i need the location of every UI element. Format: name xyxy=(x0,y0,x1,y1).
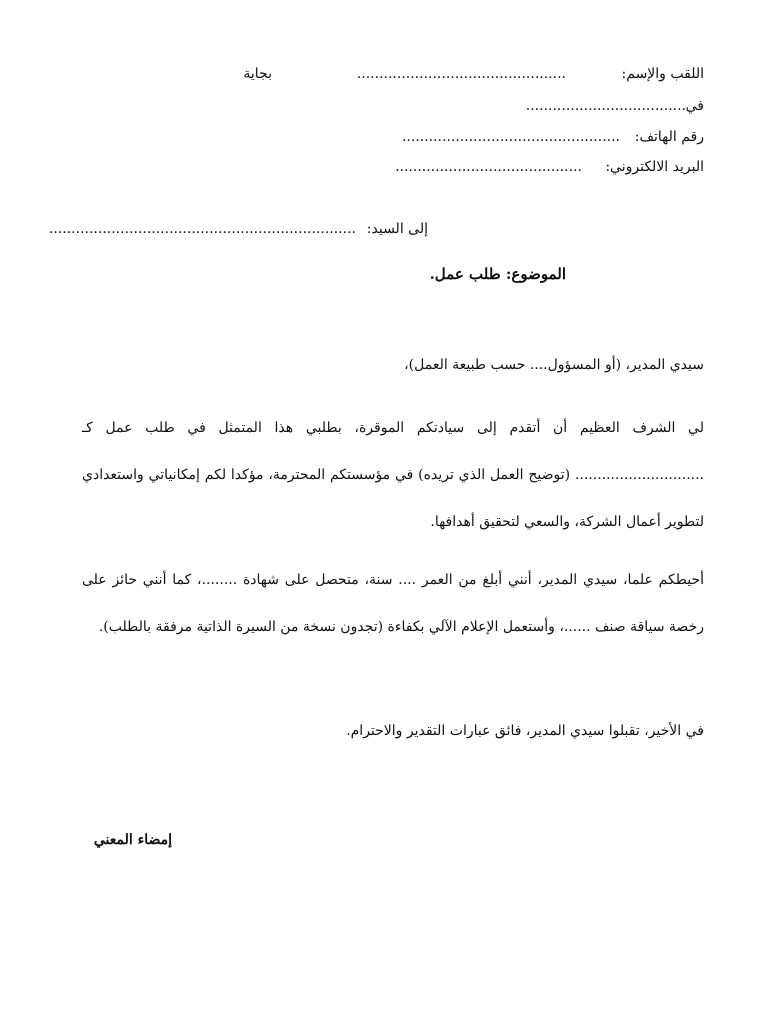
name-dots: ............................................... xyxy=(356,66,566,82)
email-dots: .......................................... xyxy=(395,159,582,175)
phone-label: رقم الهاتف: xyxy=(634,129,704,145)
signature-line: إمضاء المعني xyxy=(93,832,172,848)
salutation: سيدي المدير، (أو المسؤول.... حسب طبيعة العمل)، xyxy=(404,357,704,373)
closing-line: في الأخير، تقبلوا سيدي المدير، فائق عبارات التقدير والاحترام. xyxy=(346,723,704,739)
recipient-dots: ..................................................................... xyxy=(48,221,356,237)
in-dots: .................................... xyxy=(525,98,686,114)
body-paragraph-1: لي الشرف العظيم أن أتقدم إلى سيادتكم الموقرة، بطلبي هذا المتمثل في طلب عمل كـ ............................. (توضيح العمل الذي تريده) في مؤسستكم المحترمة، مؤكدا لكم إمكانياتي واستعدادي لتطوير أعمال الشركة، والسعي لتحقيق أهدافها. xyxy=(82,420,704,530)
phone-dots: ................................................. xyxy=(401,129,620,145)
body-paragraph-2: أحيطكم علما، سيدي المدير، أنني أبلغ من العمر .... سنة، متحصل على شهادة ........، كما أنني حائز على رخصة سياقة صنف ......، وأستعمل الإعلام الآلي بكفاءة (تجدون نسخة من السيرة الذاتية مرفقة بالطلب). xyxy=(82,572,704,635)
in-label: في xyxy=(685,98,704,114)
email-label: البريد الالكتروني: xyxy=(605,159,704,175)
recipient-label: إلى السيد: xyxy=(366,221,428,237)
name-label: اللقب والإسم: xyxy=(621,66,704,82)
city-text: بجاية xyxy=(243,66,272,82)
subject-line: الموضوع: طلب عمل. xyxy=(429,265,566,283)
